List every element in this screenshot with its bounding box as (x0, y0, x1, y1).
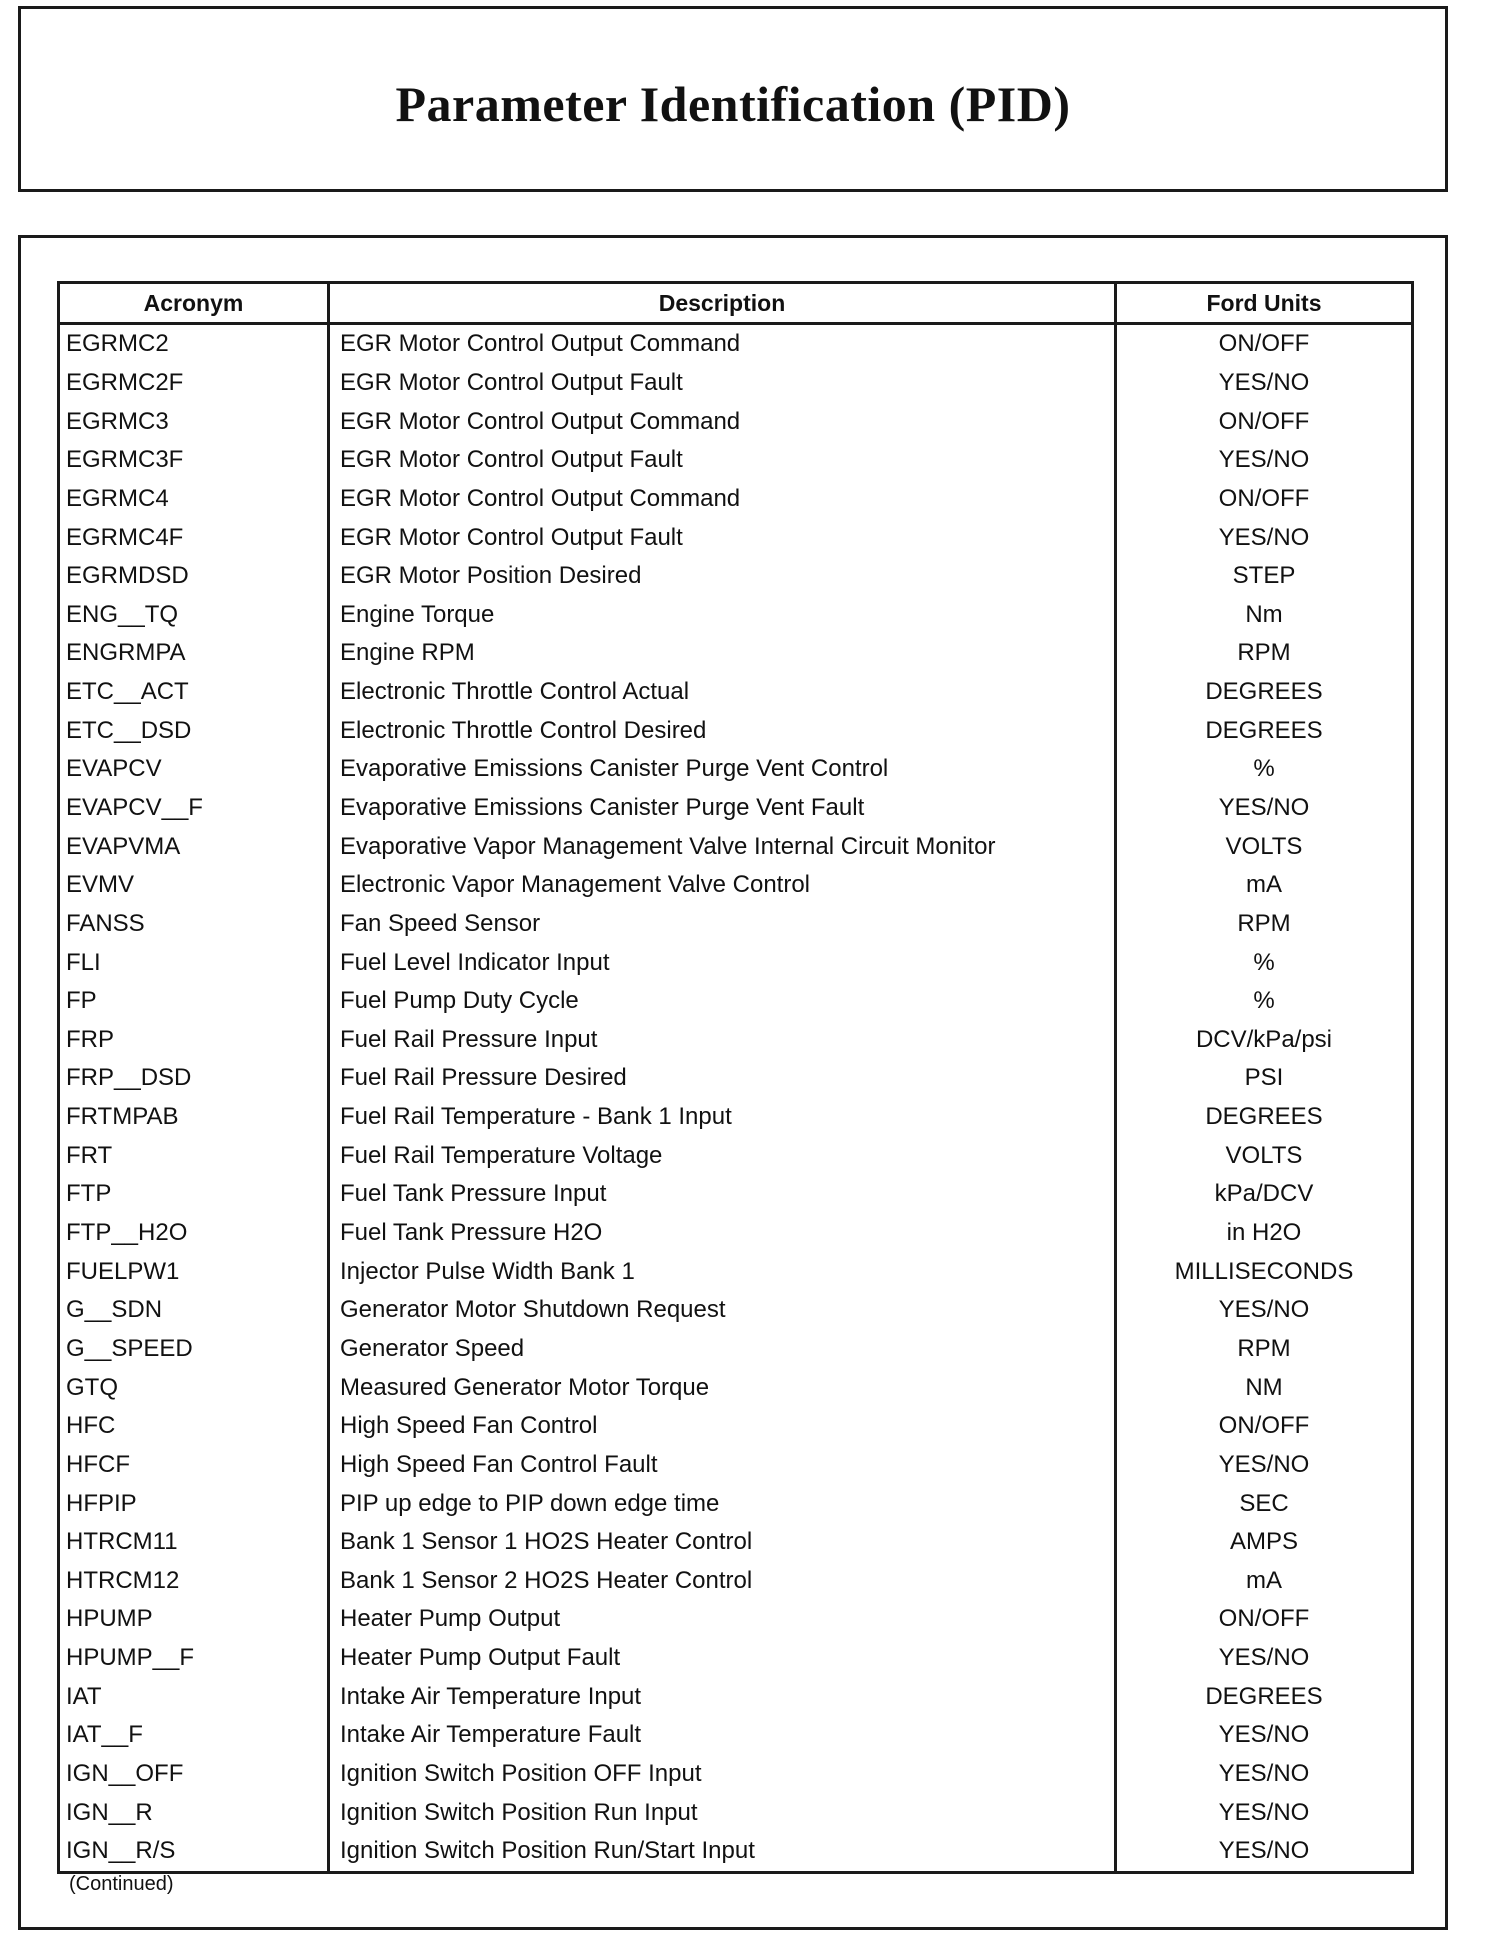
table-row (59, 943, 1413, 982)
acronym-cell: HFC (66, 1412, 116, 1440)
units-cell: YES/NO (1116, 1291, 1413, 1330)
units-cell: % (1116, 750, 1413, 789)
units-cell: DCV/kPa/psi (1116, 1021, 1413, 1060)
acronym-cell: ENG__TQ (66, 600, 179, 628)
table-row (59, 711, 1413, 750)
header-description: Description (329, 283, 1116, 324)
continued-note: (Continued) (69, 1873, 174, 1895)
table-row (59, 827, 1413, 866)
table-row (59, 1562, 1413, 1601)
acronym-cell: EGRMC3 (66, 407, 169, 435)
table-row (59, 905, 1413, 944)
units-cell: RPM (1116, 634, 1413, 673)
acronym-cell: HFCF (66, 1450, 130, 1478)
description-cell: EGR Motor Control Output Command (329, 324, 1116, 364)
description-cell: Bank 1 Sensor 1 HO2S Heater Control (329, 1523, 1116, 1562)
header-acronym: Acronym (59, 283, 329, 324)
acronym-cell: IGN__OFF (66, 1760, 184, 1788)
acronym-cell: EVAPVMA (66, 832, 181, 860)
units-cell: DEGREES (1116, 1098, 1413, 1137)
table-row (59, 1175, 1413, 1214)
table-row (59, 1832, 1413, 1872)
description-cell: EGR Motor Control Output Fault (329, 364, 1116, 403)
acronym-cell: EVAPCV__F (66, 794, 203, 821)
table-row (59, 789, 1413, 828)
table-row (59, 1600, 1413, 1639)
table-row (59, 402, 1413, 441)
table-row (59, 1484, 1413, 1523)
pid-table (57, 281, 1414, 1874)
description-cell: Fuel Rail Temperature - Bank 1 Input (329, 1098, 1116, 1137)
table-row (59, 324, 1413, 364)
description-cell: Intake Air Temperature Fault (329, 1716, 1116, 1755)
description-cell: Fuel Rail Temperature Voltage (329, 1136, 1116, 1175)
units-cell: YES/NO (1116, 1716, 1413, 1755)
units-cell: YES/NO (1116, 1639, 1413, 1678)
table-row (59, 1677, 1413, 1716)
units-cell: STEP (1116, 557, 1413, 596)
acronym-cell: ETC__ACT (66, 678, 189, 706)
description-cell: Fuel Rail Pressure Desired (329, 1059, 1116, 1098)
table-row (59, 1021, 1413, 1060)
units-cell: YES/NO (1116, 441, 1413, 480)
acronym-cell: IGN__R/S (66, 1837, 176, 1865)
units-cell: AMPS (1116, 1523, 1413, 1562)
description-cell: Evaporative Emissions Canister Purge Vent Fault (329, 789, 1116, 828)
header-units: Ford Units (1116, 283, 1413, 324)
description-cell: EGR Motor Control Output Fault (329, 518, 1116, 557)
description-cell: Heater Pump Output (329, 1600, 1116, 1639)
acronym-cell: EVAPCV (66, 755, 162, 783)
acronym-cell: FANSS (66, 909, 145, 937)
description-cell: Fuel Tank Pressure H2O (329, 1214, 1116, 1253)
description-cell: Engine RPM (329, 634, 1116, 673)
description-cell: Heater Pump Output Fault (329, 1639, 1116, 1678)
acronym-cell: IGN__R (66, 1798, 153, 1826)
description-cell: Electronic Throttle Control Actual (329, 673, 1116, 712)
units-cell: YES/NO (1116, 1832, 1413, 1872)
units-cell: % (1116, 982, 1413, 1021)
table-row (59, 866, 1413, 905)
units-cell: MILLISECONDS (1116, 1252, 1413, 1291)
acronym-cell: FLI (66, 948, 101, 976)
description-cell: EGR Motor Position Desired (329, 557, 1116, 596)
description-cell: Evaporative Vapor Management Valve Internal Circuit Monitor (329, 827, 1116, 866)
units-cell: YES/NO (1116, 1446, 1413, 1485)
description-cell: Electronic Throttle Control Desired (329, 711, 1116, 750)
units-cell: VOLTS (1116, 827, 1413, 866)
description-cell: Generator Motor Shutdown Request (329, 1291, 1116, 1330)
table-row (59, 518, 1413, 557)
units-cell: YES/NO (1116, 789, 1413, 828)
acronym-cell: EGRMC4 (66, 484, 169, 512)
description-cell: Fuel Pump Duty Cycle (329, 982, 1116, 1021)
table-row (59, 1639, 1413, 1678)
table-header-row (59, 283, 1413, 324)
description-cell: PIP up edge to PIP down edge time (329, 1484, 1116, 1523)
description-cell: Engine Torque (329, 595, 1116, 634)
description-cell: Bank 1 Sensor 2 HO2S Heater Control (329, 1562, 1116, 1601)
units-cell: RPM (1116, 1330, 1413, 1369)
units-cell: kPa/DCV (1116, 1175, 1413, 1214)
description-cell: Ignition Switch Position Run/Start Input (329, 1832, 1116, 1872)
acronym-cell: FRP__DSD (66, 1064, 192, 1092)
description-cell: High Speed Fan Control Fault (329, 1446, 1116, 1485)
units-cell: VOLTS (1116, 1136, 1413, 1175)
units-cell: YES/NO (1116, 1755, 1413, 1794)
page-title: Parameter Identification (PID) (395, 76, 1071, 132)
description-cell: EGR Motor Control Output Command (329, 402, 1116, 441)
table-row (59, 1793, 1413, 1832)
acronym-cell: FTP__H2O (66, 1219, 188, 1247)
acronym-cell: IAT__F (66, 1721, 143, 1749)
description-cell: EGR Motor Control Output Command (329, 480, 1116, 519)
acronym-cell: FRTMPAB (66, 1103, 179, 1131)
units-cell: mA (1116, 866, 1413, 905)
description-cell: Fuel Level Indicator Input (329, 943, 1116, 982)
units-cell: ON/OFF (1116, 402, 1413, 441)
acronym-cell: G__SPEED (66, 1334, 193, 1362)
acronym-cell: EGRMC3F (66, 446, 184, 474)
acronym-cell: G__SDN (66, 1296, 163, 1324)
units-cell: DEGREES (1116, 673, 1413, 712)
description-cell: Electronic Vapor Management Valve Control (329, 866, 1116, 905)
description-cell: Ignition Switch Position OFF Input (329, 1755, 1116, 1794)
acronym-cell: HTRCM11 (66, 1528, 178, 1556)
table-row (59, 673, 1413, 712)
units-cell: Nm (1116, 595, 1413, 634)
acronym-cell: HTRCM12 (66, 1566, 180, 1594)
table-row (59, 364, 1413, 403)
acronym-cell: FTP (66, 1180, 112, 1208)
table-row (59, 1098, 1413, 1137)
acronym-cell: HFPIP (66, 1489, 137, 1517)
acronym-cell: EGRMC4F (66, 523, 184, 551)
description-cell: Intake Air Temperature Input (329, 1677, 1116, 1716)
units-cell: mA (1116, 1562, 1413, 1601)
table-row (59, 1252, 1413, 1291)
units-cell: NM (1116, 1368, 1413, 1407)
description-cell: Fuel Tank Pressure Input (329, 1175, 1116, 1214)
table-row (59, 1214, 1413, 1253)
acronym-cell: EGRMC2F (66, 368, 184, 396)
table-row (59, 480, 1413, 519)
table-row (59, 1368, 1413, 1407)
description-cell: Evaporative Emissions Canister Purge Vent Control (329, 750, 1116, 789)
acronym-cell: EGRMC2 (66, 330, 169, 358)
table-row (59, 1136, 1413, 1175)
acronym-cell: GTQ (66, 1373, 118, 1401)
acronym-cell: FP (66, 987, 97, 1015)
acronym-cell: HPUMP (66, 1605, 153, 1633)
units-cell: ON/OFF (1116, 1600, 1413, 1639)
description-cell: High Speed Fan Control (329, 1407, 1116, 1446)
table-row (59, 1330, 1413, 1369)
units-cell: RPM (1116, 905, 1413, 944)
table-row (59, 1755, 1413, 1794)
table-row (59, 634, 1413, 673)
table-frame (18, 235, 1448, 1930)
units-cell: YES/NO (1116, 518, 1413, 557)
description-cell: Fan Speed Sensor (329, 905, 1116, 944)
units-cell: YES/NO (1116, 364, 1413, 403)
units-cell: % (1116, 943, 1413, 982)
units-cell: PSI (1116, 1059, 1413, 1098)
table-row (59, 557, 1413, 596)
table-row (59, 441, 1413, 480)
acronym-cell: ENGRMPA (66, 639, 186, 667)
units-cell: DEGREES (1116, 711, 1413, 750)
acronym-cell: ETC__DSD (66, 716, 192, 744)
acronym-cell: FRP (66, 1025, 114, 1053)
acronym-cell: IAT (66, 1682, 102, 1710)
table-row (59, 1059, 1413, 1098)
acronym-cell: FUELPW1 (66, 1257, 180, 1285)
units-cell: ON/OFF (1116, 480, 1413, 519)
units-cell: YES/NO (1116, 1793, 1413, 1832)
table-row (59, 1291, 1413, 1330)
description-cell: Fuel Rail Pressure Input (329, 1021, 1116, 1060)
description-cell: Generator Speed (329, 1330, 1116, 1369)
table-row (59, 1716, 1413, 1755)
description-cell: Injector Pulse Width Bank 1 (329, 1252, 1116, 1291)
acronym-cell: HPUMP__F (66, 1644, 195, 1672)
units-cell: ON/OFF (1116, 1407, 1413, 1446)
table-body (59, 324, 1413, 1873)
description-cell: Ignition Switch Position Run Input (329, 1793, 1116, 1832)
table-row (59, 1446, 1413, 1485)
units-cell: SEC (1116, 1484, 1413, 1523)
description-cell: EGR Motor Control Output Fault (329, 441, 1116, 480)
table-row (59, 982, 1413, 1021)
title-box (18, 6, 1448, 192)
table-row (59, 595, 1413, 634)
acronym-cell: FRT (66, 1141, 113, 1169)
description-cell: Measured Generator Motor Torque (329, 1368, 1116, 1407)
table-row (59, 750, 1413, 789)
table-row (59, 1407, 1413, 1446)
units-cell: ON/OFF (1116, 324, 1413, 364)
units-cell: in H2O (1116, 1214, 1413, 1253)
acronym-cell: EVMV (66, 871, 135, 899)
acronym-cell: EGRMDSD (66, 562, 189, 590)
table-row (59, 1523, 1413, 1562)
units-cell: DEGREES (1116, 1677, 1413, 1716)
